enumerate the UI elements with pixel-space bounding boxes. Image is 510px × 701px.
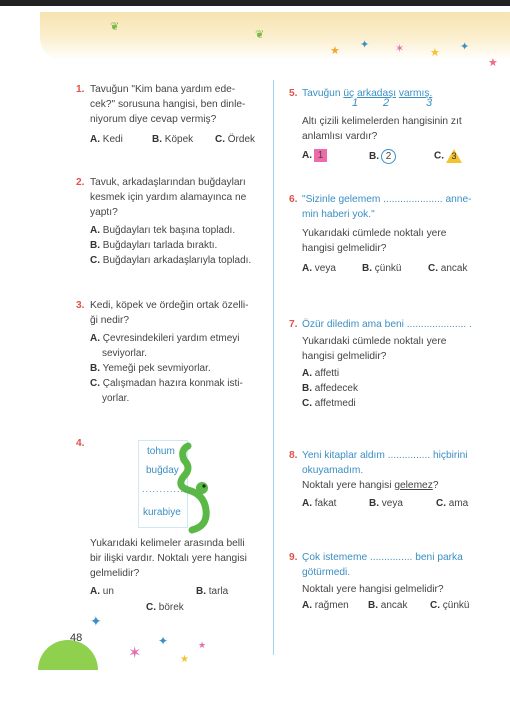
star-icon: ✶ (128, 645, 142, 662)
option-a[interactable]: A. veya (302, 263, 336, 274)
question-sentence: Tavuğun üç arkadaşı varmış. (302, 88, 433, 99)
triangle-shape-icon: 3 (446, 149, 462, 163)
question-stem: Yukarıdaki cümlede noktalı yere hangisi gelmelidir? (302, 336, 447, 362)
star-icon: ✦ (360, 39, 370, 51)
option-b[interactable]: B. 2 (369, 149, 396, 164)
question-number: 6. (289, 194, 298, 205)
option-c[interactable]: C. Ördek (215, 134, 256, 145)
option-c-cont: yorlar. (102, 393, 130, 404)
word-kurabiye: kurabiye (143, 507, 181, 518)
question-stem: Tavuğun "Kim bana yardım ede- cek?" sorusuna hangisi, ben dinle- niyorum diye cevap vermiş? (90, 84, 246, 125)
question-stem: Kedi, köpek ve ördeğin ortak özelli- ği nedir? (90, 300, 249, 326)
question-sentence: Özür diledim ama beni ..................... . (302, 319, 472, 330)
star-icon: ✦ (460, 41, 470, 53)
question-7 (289, 317, 489, 364)
question-9 (289, 550, 489, 597)
question-2 (76, 175, 266, 220)
option-a[interactable]: A. un (90, 586, 114, 597)
star-icon: ★ (180, 654, 189, 665)
word-tohum: tohum (147, 446, 175, 457)
star-icon: ★ (430, 47, 440, 59)
option-a[interactable]: A. 1 (302, 149, 327, 162)
question-stem: Tavuk, arkadaşlarından buğdayları kesmek için yardım alamayınca ne yaptı? (90, 177, 247, 218)
grass-decoration (38, 640, 98, 670)
circle-shape-icon: 2 (381, 149, 396, 164)
column-divider (273, 80, 274, 655)
question-number: 9. (289, 552, 298, 563)
word-index-3: 3 (426, 97, 433, 109)
question-5-stem: Altı çizili kelimelerden hangisinin zıt anlamlısı vardır? (302, 116, 462, 142)
question-6 (289, 192, 489, 256)
star-icon: ★ (488, 57, 498, 69)
question-stem: Yukarıdaki cümlede noktalı yere hangisi gelmelidir? (302, 228, 447, 254)
question-sentence: Çok istememe ............... beni parka götürmedi. (302, 552, 463, 578)
word-blank: .............. (142, 484, 192, 494)
leaf-icon: ❦ (255, 29, 265, 41)
option-c[interactable]: C. çünkü (430, 600, 470, 611)
option-a[interactable]: A. rağmen (302, 600, 349, 611)
option-b[interactable]: B. tarla (196, 586, 229, 597)
option-c[interactable]: C. ancak (428, 263, 468, 274)
option-c[interactable]: C. affetmedi (302, 398, 356, 409)
option-c[interactable]: C. börek (146, 602, 184, 613)
question-number: 3. (76, 300, 85, 311)
option-b[interactable]: B. çünkü (362, 263, 402, 274)
word-index-1: 1 (352, 97, 359, 109)
question-3 (76, 298, 266, 328)
question-1 (76, 82, 266, 127)
question-number: 4. (76, 438, 85, 449)
option-b[interactable]: B. Yemeği pek sevmiyorlar. (90, 363, 211, 374)
option-a[interactable]: A. Buğdayları tek başına topladı. (90, 225, 236, 236)
word-bugday: buğday (146, 465, 179, 476)
option-b[interactable]: B. veya (369, 498, 403, 509)
question-number: 5. (289, 88, 298, 99)
top-edge (0, 0, 510, 6)
option-a[interactable]: A. affetti (302, 368, 340, 379)
page-number: 48 (70, 632, 83, 644)
square-shape-icon: 1 (314, 149, 327, 162)
option-a-cont: seviyorlar. (102, 348, 148, 359)
option-c[interactable]: C. 3 (434, 149, 462, 163)
star-icon: ✦ (90, 613, 102, 629)
option-b[interactable]: B. ancak (368, 600, 408, 611)
option-c[interactable]: C. Çalışmadan hazıra konmak isti- (90, 378, 243, 389)
star-icon: ★ (198, 640, 207, 650)
option-a[interactable]: A. fakat (302, 498, 337, 509)
option-b[interactable]: B. affedecek (302, 383, 358, 394)
question-8 (289, 448, 489, 493)
question-number: 8. (289, 450, 298, 461)
option-a[interactable]: A. Çevresindekileri yardım etmeyi (90, 333, 240, 344)
question-4-stem: Yukarıdaki kelimeler arasında belli bir ilişki vardır. Noktalı yere hangisi gelmelidir? (90, 538, 247, 579)
question-sentence: "Sizinle gelemem ..................... anne- min haberi yok." (302, 194, 472, 220)
option-b[interactable]: B. Buğdayları tarlada bıraktı. (90, 240, 218, 251)
question-number: 7. (289, 319, 298, 330)
option-c[interactable]: C. Buğdayları arkadaşlarıyla topladı. (90, 255, 252, 266)
question-number: 1. (76, 84, 85, 95)
question-stem: Noktalı yere hangisi gelmelidir? (302, 584, 444, 595)
star-icon: ✦ (158, 634, 169, 648)
option-b[interactable]: B. Köpek (152, 134, 194, 145)
question-number: 2. (76, 177, 85, 188)
question-stem: Noktalı yere hangisi gelemez? (302, 480, 439, 491)
star-icon: ✶ (395, 43, 405, 55)
option-a[interactable]: A. Kedi (90, 134, 123, 145)
star-icon: ★ (330, 45, 340, 57)
option-c[interactable]: C. ama (436, 498, 469, 509)
word-index-2: 2 (383, 97, 390, 109)
leaf-icon: ❦ (110, 21, 120, 33)
question-sentence: Yeni kitaplar aldım ............... hiçbirini okuyamadım. (302, 450, 468, 476)
